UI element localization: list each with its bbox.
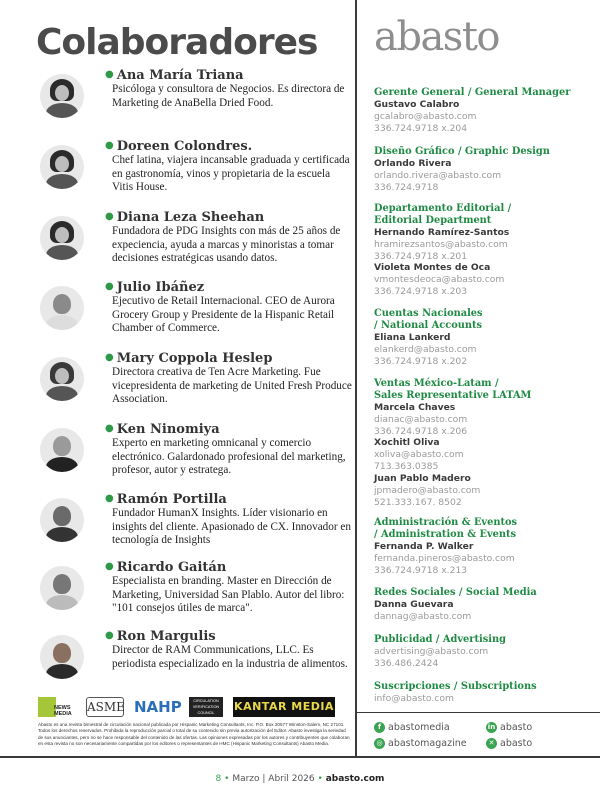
contributor-bio: Director de RAM Communications, LLC. Es periodista especializado en la industria de alimentos. [112,644,348,670]
person-phone: 521.333.167. 8502 [374,496,462,508]
contributor-name: ● Diana Leza Sheehan [105,210,265,225]
social-divider [357,712,600,713]
person-name: Gustavo Calabro [374,99,460,110]
contributor-bio: Directora creativa de Ten Acre Marketing. Fue vicepresidenta de marketing de United Fresh Produce Association. [112,366,352,405]
avatar [40,357,84,401]
person-phone: 713.363.0385 [374,461,439,473]
facebook-icon: f [374,722,385,733]
person-email[interactable]: info@abasto.com [374,693,454,704]
person-phone: 336.724.9718 x.203 [374,286,468,298]
person-email[interactable]: vmontesdeoca@abasto.com [374,274,505,286]
staff-section [374,587,596,623]
person-email[interactable]: gcalabro@abasto.com [374,111,477,122]
avatar [40,566,84,610]
page-title: Colaboradores [36,22,318,63]
page-number: 8 [215,774,222,784]
separator-dot: • [317,774,326,784]
linkedin-icon: in [487,723,496,731]
dept-heading: Cuentas Nacionales [374,308,483,319]
person-name: Xochitl Oliva [374,437,440,449]
staff-section [374,203,596,298]
contributor-bio: Fundadora de PDG Insights con más de 25 años de expeciencia, ayuda a marcas y minoristas a tomar decisiones estratégicas usando datos. [112,225,341,264]
person-name: Marcela Chaves [374,402,456,413]
dept-heading: / National Accounts [374,320,483,331]
staff-section [374,308,596,367]
person-phone: 336.724.9718 [374,181,439,193]
avatar [40,635,84,679]
circulation-council-logo: CIRCULATION VERIFICATION COUNCIL [189,697,223,717]
avatar [40,74,84,118]
social-linkedin[interactable]: in abasto [487,722,533,733]
staff-section [374,634,596,669]
dept-heading: Editorial Department [374,215,492,226]
asme-logo: ASME [86,697,124,717]
person-email[interactable]: dannag@abasto.com [374,611,472,622]
site-link[interactable]: abasto.com [325,774,385,784]
avatar [40,498,84,542]
dept-heading: / Administration & Events [374,529,517,540]
bullet-icon: ● [105,211,114,222]
bottom-rule [0,756,600,758]
person-email[interactable]: advertising@abasto.com [374,646,489,657]
staff-section [374,517,596,576]
dept-heading: Redes Sociales / Social Media [374,587,537,598]
social-facebook[interactable]: f abastomedia [374,722,450,733]
bullet-icon: ● [105,561,114,572]
person-phone: 336.724.9718 x.206 [374,425,468,437]
contributor-name: ● Mary Coppola Heslep [105,351,273,366]
contributor-bio: Chef latina, viajera incansable graduada y certificada en gastronomía, vinos y propietaria de la escuela Vitis House. [112,154,350,193]
staff-section [374,378,596,508]
news-media-logo: NEWS MEDIA [38,697,78,717]
contributor-name: ● Ana María Triana [105,68,244,83]
nahp-logo: NAHP [134,698,182,716]
person-email[interactable]: orlando.rivera@abasto.com [374,170,502,181]
person-name: Juan Pablo Madero [374,472,471,484]
contributor-name: ● Ron Margulis [105,629,216,644]
person-email[interactable]: hramirezsantos@abasto.com [374,239,508,250]
dept-heading: Ventas México-Latam / [374,378,499,389]
x-icon: ✕ [486,738,497,749]
legal-disclaimer: Abasto es una revista bimestral de circulación nacional publicada por Hispanic Marketing Consultants, Inc. P.O. Box 20577 Winston-Salem, NC 27101. Todos los derechos reservados. Prohibida la reproducción parcial o total de su contenido sin previa autorización del Editor. Abasto investiga la seriedad de sus anunciantes, pero no se hace responsable del contenido de las ofertas. Las opiniones expresadas por los autores y contribuyentes que colaboran en esta revista no son necesariamente compartidas por los editores o representantes de HMC (Hispanic Marketing Consultants) Abasto Media. [38,722,350,747]
person-name: Danna Guevara [374,599,454,610]
contributor-bio: Psicóloga y consultora de Negocios. Es directora de Marketing de AnaBella Dried Food. [112,83,345,109]
contributor-bio: Experto en marketing omnicanal y comercio electrónico. Galardonado profesional del marketing, profesor, autor y estratega. [112,437,346,476]
instagram-icon: ◎ [374,738,385,749]
dept-heading: Suscripciones / Subscriptions [374,681,537,692]
bullet-icon: ● [105,140,114,151]
person-email[interactable]: xoliva@abasto.com [374,449,464,461]
separator-dot: • [224,774,233,784]
bullet-icon: ● [105,281,114,292]
abasto-logo: abasto [374,14,499,60]
person-name: Fernanda P. Walker [374,541,474,552]
person-phone: 336.724.9718 x.202 [374,355,468,367]
dept-heading: Departamento Editorial / [374,203,512,214]
person-name: Orlando Rivera [374,158,452,169]
bullet-icon: ● [105,493,114,504]
contributor-name: ● Ramón Portilla [105,492,227,507]
person-name: Hernando Ramírez-Santos [374,227,510,238]
social-x[interactable]: ✕ abasto [486,738,532,749]
bullet-icon: ● [105,423,114,434]
staff-section [374,87,596,134]
avatar [40,428,84,472]
dept-heading: Sales Representative LATAM [374,390,532,401]
social-instagram[interactable]: ◎ abastomagazine [374,738,467,749]
page-footer [0,774,600,784]
avatar [40,216,84,260]
contributor-name: ● Doreen Colondres. [105,139,253,154]
person-name: Eliana Lankerd [374,332,451,343]
dept-heading: Gerente General / General Manager [374,87,571,98]
contributor-name: ● Ricardo Gaitán [105,560,227,575]
person-email[interactable]: fernanda.pineros@abasto.com [374,553,515,564]
contributor-name: ● Julio Ibáñez [105,280,205,295]
contributor-bio: Fundador HumanX Insights. Líder visionario en insights del cliente. Apasionado de CX. Innovador en tecnología de Insights [112,507,351,546]
bullet-icon: ● [105,69,114,80]
person-email[interactable]: elankerd@abasto.com [374,344,477,355]
staff-section [374,681,596,705]
contributor-bio: Especialista en branding. Master en Dirección de Marketing, Universidad San Plablo. Autor del libro: "101 consejos útiles de marca". [112,575,345,614]
staff-section [374,146,596,193]
person-name: Violeta Montes de Oca [374,262,491,274]
person-email[interactable]: jpmadero@abasto.com [374,484,481,496]
issue-date: Marzo | Abril 2026 [232,774,315,784]
avatar [40,286,84,330]
partner-logos [38,697,338,719]
avatar [40,145,84,189]
person-email[interactable]: dianac@abasto.com [374,414,468,425]
contributor-name: ● Ken Ninomiya [105,422,220,437]
dept-heading: Diseño Gráfico / Graphic Design [374,146,550,157]
dept-heading: Administración & Eventos [374,517,518,528]
person-phone: 336.724.9718 x.213 [374,564,468,576]
kantar-media-logo: KANTAR MEDIA [233,697,335,717]
bullet-icon: ● [105,630,114,641]
person-phone: 336.724.9718 x.201 [374,250,468,262]
bullet-icon: ● [105,352,114,363]
dept-heading: Publicidad / Advertising [374,634,506,645]
column-divider [355,0,357,758]
person-phone: 336.486.2424 [374,657,439,669]
person-phone: 336.724.9718 x.204 [374,122,468,134]
contributor-bio: Ejecutivo de Retail Internacional. CEO de Aurora Grocery Group y Presidente de la Hispanic Retail Chamber of Commerce. [112,295,335,334]
